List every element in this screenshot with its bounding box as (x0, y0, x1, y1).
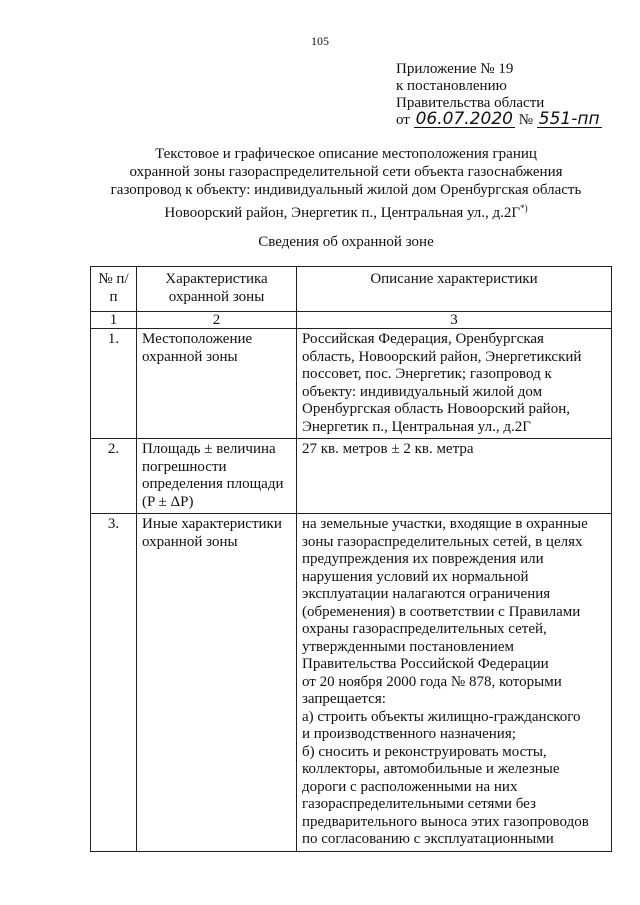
description-line: утвержденными постановлением (302, 638, 514, 655)
handwritten-number: 551-пп (538, 109, 600, 129)
description-line: газораспределительными сетями без (302, 796, 536, 812)
description-line: 27 кв. метров ± 2 кв. метра (302, 441, 474, 457)
title-line-1: Текстовое и графическое описание местоположения границ (155, 146, 537, 162)
row-characteristic: Площадь ± величина погрешности определения площади (P ± ΔP) (137, 439, 297, 514)
footnote-mark: *) (520, 203, 528, 213)
row-characteristic: Местоположение охранной зоны (137, 329, 297, 439)
description-line: дороги с расположенными на них (302, 778, 518, 795)
description-line: Энергетик п., Центральная ул., д.2Г (302, 418, 531, 435)
description-line: запрещается: (302, 691, 386, 707)
handwritten-date: 06.07.2020 (415, 109, 513, 129)
description-line: коллекторы, автомобильные и железные (302, 761, 560, 777)
table-row (91, 514, 612, 852)
row-number: 2. (91, 439, 137, 514)
description-line: Российская Федерация, Оренбургская (302, 331, 544, 347)
header-number: № п/п (91, 267, 137, 312)
description-line: по согласованию с эксплуатационными (302, 831, 554, 847)
date-prefix: от (396, 112, 410, 128)
info-table (90, 266, 612, 852)
title-line-4-text: Новоорский район, Энергетик п., Центральная ул., д.2Г (164, 205, 521, 221)
description-line: охраны газораспределительных сетей, (302, 621, 547, 637)
description-line: область, Новоорский район, Энергетикский (302, 348, 582, 365)
description-line: эксплуатации налагаются ограничения (302, 586, 551, 602)
description-line: б) сносить и реконструировать мосты, (302, 743, 547, 760)
appendix-line-3: Правительства области (396, 95, 545, 111)
title-line-3: газопровод к объекту: индивидуальный жилой дом Оренбургская область (110, 182, 582, 198)
row-number: 3. (91, 514, 137, 852)
description-line: зоны газораспределительных сетей, в целях (302, 533, 583, 550)
description-line: поссовет, пос. Энергетик; газопровод к (302, 366, 552, 382)
table-header-row (91, 267, 612, 312)
table-column-numbers-row (91, 312, 612, 329)
description-line: предварительного выноса этих газопроводов (302, 813, 589, 830)
row-characteristic: Иные характеристики охранной зоны (137, 514, 297, 852)
description-line: и производственного назначения; (302, 726, 516, 742)
table-row (91, 439, 612, 514)
row-number: 1. (91, 329, 137, 439)
header-characteristic: Характеристика охранной зоны (137, 267, 297, 312)
description-line: нарушения условий их нормальной (302, 568, 529, 585)
row-description (297, 514, 612, 852)
appendix-line-2: к постановлению (396, 78, 507, 94)
description-line: на земельные участки, входящие в охранные (302, 516, 588, 532)
appendix-block (396, 61, 602, 129)
row-description (297, 329, 612, 439)
appendix-line-1: Приложение № 19 (396, 61, 514, 77)
description-line: Правительства Российской Федерации (302, 656, 549, 672)
description-line: объекту: индивидуальный жилой дом (302, 383, 543, 400)
appendix-date-line (396, 109, 602, 129)
column-number-1: 1 (91, 312, 137, 329)
row-description (297, 439, 612, 514)
title-line-4 (0, 199, 640, 222)
column-number-2: 2 (137, 312, 297, 329)
description-line: предупреждения их повреждения или (302, 551, 544, 567)
description-line: (обременения) в соответствии с Правилами (302, 603, 581, 620)
description-line: от 20 ноября 2000 года № 878, которыми (302, 673, 562, 690)
header-description: Описание характеристики (297, 267, 612, 312)
table-row (91, 329, 612, 439)
description-line: а) строить объекты жилищно-гражданского (302, 708, 581, 725)
number-prefix: № (518, 112, 534, 128)
document-title (0, 145, 640, 222)
page-number: 105 (311, 34, 329, 48)
column-number-3: 3 (297, 312, 612, 329)
title-line-2: охранной зоны газораспределительной сети объекта газоснабжения (129, 164, 563, 180)
section-heading: Сведения об охранной зоне (258, 234, 434, 250)
description-line: Оренбургская область Новоорский район, (302, 401, 570, 417)
